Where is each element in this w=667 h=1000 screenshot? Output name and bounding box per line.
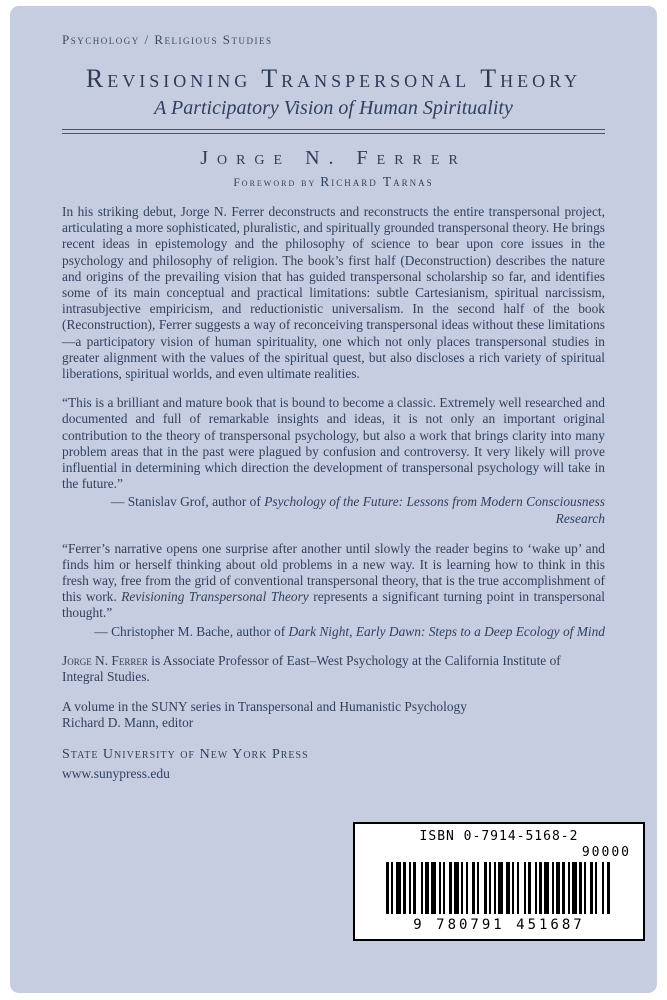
author-bio (62, 653, 605, 685)
book-subtitle: A Participatory Vision of Human Spirituality (154, 97, 513, 119)
quote-bache-after: represents a significant turning point in transpersonal thought.” (62, 589, 605, 621)
foreword-prefix: Foreword by (233, 177, 317, 189)
publisher-block (62, 747, 377, 782)
barcode-price-code: 90000 (581, 845, 631, 860)
double-rule-divider (62, 129, 605, 134)
isbn-text: ISBN 0-7914-5168-2 (419, 829, 579, 844)
attribution-grof-work: Psychology of the Future: Lessons from Modern Consciousness Research (264, 494, 605, 527)
book-back-cover (10, 6, 657, 993)
ean-number: 9 780791 451687 (413, 917, 585, 933)
barcode-bars (363, 862, 635, 914)
publisher-website: www.sunypress.edu (62, 766, 170, 782)
series-line-2: Richard D. Mann, editor (62, 714, 194, 730)
series-line-1: A volume in the SUNY series in Transpersonal and Humanistic Psychology (62, 698, 467, 714)
quote-bache-book-title: Revisioning Transpersonal Theory (121, 589, 309, 605)
bio-text: is Associate Professor of East–West Psychology at the California Institute of Integral Studies. (62, 653, 561, 685)
publisher-name: State University of New York Press (62, 747, 309, 763)
attribution-grof (62, 494, 605, 527)
series-note (62, 699, 605, 731)
attribution-bache (62, 624, 605, 641)
attribution-grof-text: — Stanislav Grof, author of (110, 494, 265, 510)
barcode (353, 822, 645, 941)
category-label: Psychology / Religious Studies (62, 32, 273, 47)
foreword-line (62, 173, 605, 191)
review-quote-bache (62, 541, 605, 622)
author-name: Jorge N. Ferrer (200, 147, 467, 169)
book-title: Revisioning Transpersonal Theory (85, 64, 582, 93)
attribution-bache-text: — Christopher M. Bache, author of (94, 623, 289, 639)
quote-bache-before: “Ferrer’s narrative opens one surprise after another until slowly the reader begins to ‘wake up’ and finds him or herself thinking about old problems in a new way. It is learning how to think in this fresh way, free from the grid of conventional transpersonal theory, that is the true accomplishment of this work. (62, 540, 605, 605)
review-quote-grof: “This is a brilliant and mature book that is bound to become a classic. Extremely well researched and documented and full of remarkable insights and ideas, it is not only an important original contribution to the theory of transpersonal psychology, but also a work that brings clarity into many problem areas that in the past were plagued by confusion and controversy. It very likely will prove influential in determining which direction the development of transpersonal psychology will take in the future.” (62, 395, 605, 492)
bio-author-name: Jorge N. Ferrer (62, 653, 148, 669)
attribution-bache-work: Dark Night, Early Dawn: Steps to a Deep Ecology of Mind (288, 623, 605, 639)
description-paragraph: In his striking debut, Jorge N. Ferrer deconstructs and reconstructs the entire transpersonal project, articulating a more sophisticated, pluralistic, and spiritually grounded transpersonal theory. He brings recent ideas in epistemology and the philosophy of science to bear upon core issues in the psychology and philosophy of religion. The book’s first half (Deconstruction) describes the nature and origins of the prevailing vision that has guided transpersonal scholarship so far, and identifies some of its main conceptual and practical limitations: subtle Cartesianism, spiritual narcissism, intrasubjective empiricism, and reductionistic universalism. In the second half of the book (Reconstruction), Ferrer suggests a way of reconceiving transpersonal ideas without these limitations—a participatory vision of human spirituality, one which not only places transpersonal studies in greater alignment with the values of the spiritual quest, but also discloses a rich variety of spiritual liberations, spiritual worlds, and even ultimate realities. (62, 204, 605, 382)
foreword-author: Richard Tarnas (320, 174, 434, 189)
